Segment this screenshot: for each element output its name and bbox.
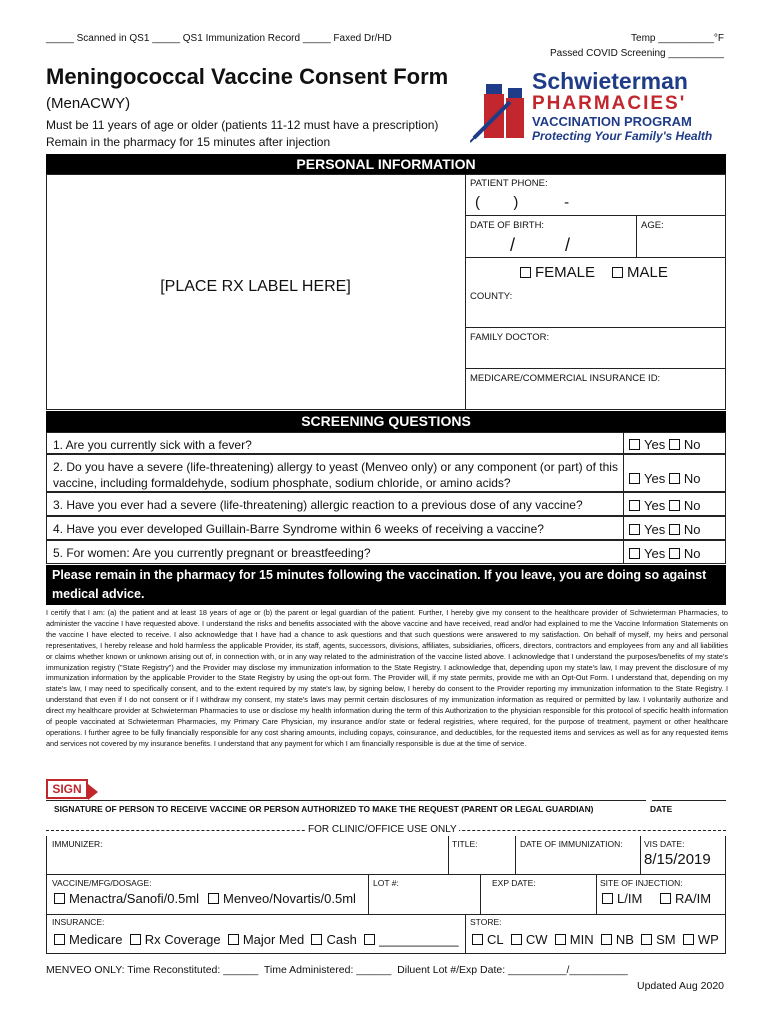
yes-checkbox[interactable] [629, 473, 640, 484]
remain-banner: Please remain in the pharmacy for 15 minutes following the vaccination. If you leave, you are doing so against medical advice. [46, 565, 726, 605]
page-title: Meningococcal Vaccine Consent Form [46, 64, 449, 89]
logo-line3: VACCINATION PROGRAM [532, 114, 692, 129]
store-option-nb[interactable]: NB [601, 932, 634, 947]
vis-date-value: 8/15/2019 [644, 851, 711, 868]
doctor-label: FAMILY DOCTOR: [470, 332, 550, 343]
store-label: STORE: [470, 917, 502, 927]
insurance-option-major-med[interactable]: Major Med [228, 932, 304, 947]
cl-checkbox[interactable] [472, 934, 483, 945]
personal-info-header: PERSONAL INFORMATION [46, 154, 726, 174]
menactra-option[interactable]: Menactra/Sanofi/0.5ml [54, 891, 199, 906]
site-label: SITE OF INJECTION: [600, 878, 683, 888]
yes-checkbox[interactable] [629, 548, 640, 559]
vaccine-vial-logo-icon [470, 72, 530, 144]
updated-note: Updated Aug 2020 [637, 980, 724, 992]
signature-label: SIGNATURE OF PERSON TO RECEIVE VACCINE OR PERSON AUTHORIZED TO MAKE THE REQUEST (PARENT OR LEGAL GUARDIAN) [54, 804, 594, 814]
yes-no-options[interactable]: Yes No [629, 437, 700, 452]
county-label: COUNTY: [470, 291, 513, 302]
insurance-option-cash[interactable]: Cash [311, 932, 356, 947]
sign-badge: SIGN [46, 779, 88, 799]
question-text: 4. Have you ever developed Guillain-Barre Syndrome within 6 weeks of receiving a vaccine? [53, 522, 544, 536]
other-checkbox[interactable] [364, 934, 375, 945]
question-text: 3. Have you ever had a severe (life-threatening) allergic reaction to a previous dose of any vaccine? [53, 498, 583, 512]
menactra-checkbox[interactable] [54, 893, 65, 904]
screening-header: SCREENING QUESTIONS [46, 411, 726, 432]
question-text: 1. Are you currently sick with a fever? [53, 438, 252, 452]
yes-no-options[interactable]: Yes No [629, 546, 700, 561]
question-4 [46, 516, 726, 540]
rx-divider [465, 174, 466, 410]
major-med-checkbox[interactable] [228, 934, 239, 945]
exp-label: EXP DATE: [492, 878, 536, 888]
temp-line: Temp __________°F [631, 33, 724, 44]
ram-option[interactable]: RA/IM [660, 891, 711, 906]
question-text: 2. Do you have a severe (life-threatening) allergy to yeast (Menveo only) or any component (or part) of this vaccine, including formaldehyde, sodium phosphate, sodium chloride, or amino acids? [53, 460, 618, 490]
clinic-use-divider: FOR CLINIC/OFFICE USE ONLY [308, 824, 457, 835]
date-line[interactable] [652, 800, 726, 801]
question-1 [46, 432, 726, 454]
phone-field[interactable]: ( ) - [475, 194, 570, 211]
question-5 [46, 540, 726, 564]
consent-paragraph: I certify that I am: (a) the patient and at least 18 years of age or (b) the parent or legal guardian of the patient. Further, I hereby give my consent to the healthcare provider of Schwieterman Pharmacies, to administer the vaccine I have requested above. I understand the risks and benefits associated with the above vaccine and have received, read and/or had explained to me the Vaccine Information Statements on the vaccine I have elected to receive. I also acknowledge that I have had a chance to ask questions and that such questions were answered to my satisfaction. On behalf of myself, my heirs and personal representatives, I hereby release and hold harmless the applicable Provider, its staff, agents, successors, divisions, affiliates, subsidiaries, officers, directors, contractors and employees from any and all liabilities or claims whether known or unknown arising out of, in connection with, or in any way related to the administration of the vaccine listed above. I acknowledge that I understand the purposes/benefits of my state's immunization registry ("State Registry") and the Provider may disclose my immunization information to the State Registry. I acknowledge that, depending upon my state's law, I may prevent the disclosure of my immunization information by the applicable Provider to the State Registry by using the opt-out form. The Provider will, if my state permits, provide me with an Opt-Out Form. I understand that, depending on my state's law, I may need to specifically consent, and to the extent required by my state's law, by signing below, I hereby do consent to the Provider reporting my immunization information to the State Registry. I understand that even if I do not consent or if I withdraw my consent, my state's laws may permit certain disclosures of my immunization information as required or permitted by law. I voluntarily authorize and direct my healthcare provider at Schwieterman Pharmacies to use or disclose my health information during the term of this Authorization to the physician responsible for this protocol of specific health information of people vaccinated at Schwieterman Pharmacies, my Primary Care Physician, my insurance and/or state or federal registries, where required, for the purpose of treatment, payment or other healthcare operations. I further agree to be fully financially responsible for any cost sharing amounts, including copays, coinsurance, and deductibles, for the requested items and services as well as for any requested items and services not covered by my insurance benefits. I understand that any payment for which I am financially responsible is due at the time of service. [46, 608, 728, 748]
logo-line2: PHARMACIES' [532, 93, 687, 114]
min-checkbox[interactable] [555, 934, 566, 945]
dob-label: DATE OF BIRTH: [470, 220, 545, 231]
phone-label: PATIENT PHONE: [470, 178, 548, 189]
store-option-wp[interactable]: WP [683, 932, 719, 947]
date-immunization-label: DATE OF IMMUNIZATION: [520, 839, 623, 849]
vis-date-label: VIS DATE: [644, 839, 685, 849]
lim-checkbox[interactable] [602, 893, 613, 904]
title-label: TITLE: [452, 839, 478, 849]
age-label: AGE: [641, 220, 664, 231]
insurance-options [54, 932, 459, 947]
page-subtitle: (MenACWY) [46, 95, 131, 112]
menveo-option[interactable]: Menveo/Novartis/0.5ml [208, 891, 356, 906]
yes-checkbox[interactable] [629, 439, 640, 450]
dob-field[interactable]: / / [510, 235, 571, 255]
nb-checkbox[interactable] [601, 934, 612, 945]
yes-checkbox[interactable] [629, 500, 640, 511]
office-tracking-line: _____ Scanned in QS1 _____ QS1 Immunization Record _____ Faxed Dr/HD [46, 33, 392, 44]
wp-checkbox[interactable] [683, 934, 694, 945]
logo-line1: Schwieterman [532, 68, 688, 94]
insurance-label: INSURANCE: [52, 917, 105, 927]
no-checkbox[interactable] [669, 439, 680, 450]
store-option-cw[interactable]: CW [511, 932, 548, 947]
logo-tagline: Protecting Your Family's Health [532, 129, 713, 143]
age-note: Must be 11 years of age or older (patients 11-12 must have a prescription) [46, 118, 439, 132]
yes-no-options[interactable]: Yes No [629, 522, 700, 537]
menveo-only-line: MENVEO ONLY: Time Reconstituted: ______ Time Administered: ______ Diluent Lot #/Exp Date: __________/__________ [46, 964, 628, 976]
covid-line: Passed COVID Screening __________ [549, 48, 724, 59]
insurance-option-other[interactable]: ___________ [364, 932, 459, 947]
no-checkbox[interactable] [669, 500, 680, 511]
store-options [472, 932, 719, 947]
female-checkbox[interactable] [520, 267, 531, 278]
lot-label: LOT #: [373, 878, 399, 888]
store-option-min[interactable]: MIN [555, 932, 594, 947]
male-checkbox[interactable] [612, 267, 623, 278]
question-2 [46, 454, 726, 492]
insurance-option-rx[interactable]: Rx Coverage [130, 932, 221, 947]
menveo-checkbox[interactable] [208, 893, 219, 904]
signature-line[interactable] [46, 800, 646, 801]
cw-checkbox[interactable] [511, 934, 522, 945]
insurance-id-label: MEDICARE/COMMERCIAL INSURANCE ID: [470, 373, 661, 384]
rx-coverage-checkbox[interactable] [130, 934, 141, 945]
vaccine-label: VACCINE/MFG/DOSAGE: [52, 878, 152, 888]
rx-label-placeholder: [PLACE RX LABEL HERE] [160, 278, 351, 295]
no-checkbox[interactable] [669, 524, 680, 535]
yes-no-options[interactable]: Yes No [629, 498, 700, 513]
male-option[interactable]: MALE [612, 264, 668, 281]
store-option-cl[interactable]: CL [472, 932, 504, 947]
store-option-sm[interactable]: SM [641, 932, 676, 947]
female-option[interactable]: FEMALE [520, 264, 595, 281]
lim-option[interactable]: L/IM [602, 891, 642, 906]
date-label: DATE [650, 804, 673, 814]
no-checkbox[interactable] [669, 473, 680, 484]
remain-note: Remain in the pharmacy for 15 minutes after injection [46, 135, 331, 149]
no-checkbox[interactable] [669, 548, 680, 559]
immunizer-label: IMMUNIZER: [52, 839, 103, 849]
question-text: 5. For women: Are you currently pregnant or breastfeeding? [53, 546, 371, 560]
ram-checkbox[interactable] [660, 893, 671, 904]
question-3 [46, 492, 726, 516]
medicare-checkbox[interactable] [54, 934, 65, 945]
yes-checkbox[interactable] [629, 524, 640, 535]
yes-no-options[interactable]: Yes No [629, 471, 700, 486]
sm-checkbox[interactable] [641, 934, 652, 945]
insurance-option-medicare[interactable]: Medicare [54, 932, 122, 947]
cash-checkbox[interactable] [311, 934, 322, 945]
sign-arrow-icon [88, 784, 98, 800]
